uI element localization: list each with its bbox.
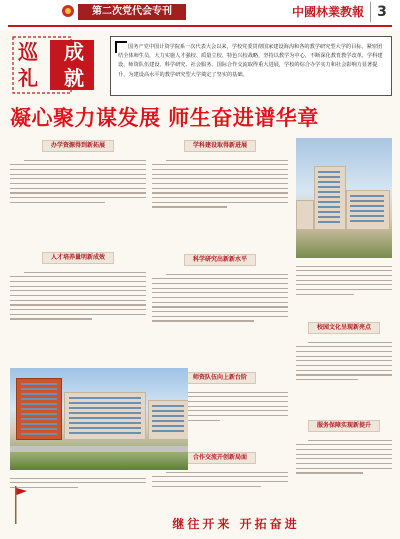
section-heading: 学科建设取得新进展 xyxy=(184,140,256,152)
stamp-char: 巡 xyxy=(18,40,38,64)
body-text xyxy=(152,156,288,250)
page-headline: 凝心聚力谋发展 师生奋进谱华章 xyxy=(10,106,319,130)
body-text xyxy=(10,268,146,362)
body-text xyxy=(152,468,288,500)
intro-box xyxy=(110,36,392,96)
body-text xyxy=(152,270,288,364)
campus-photo-bottom xyxy=(10,368,188,470)
body-text xyxy=(10,156,146,248)
section-heading: 科学研究出新新水平 xyxy=(184,254,256,266)
intro-text: 国务产党中国计资学院系一次代表大会以来，学校党委贯彻国家建设海沟和各的教学研究型大学的目标，紧密团结全体师生员，大力实施人才强校、质量立校、特色兴校战略，坚持以教学为中心，不断深化教育教学改革，学科建设、师资队伍建设、科学研究、社会服务、国际合作交流取得重大进展，学校的综合办学实力和社会影响力显著提升，为建设高水平的教学研究型大学奠定了坚实的基础。 xyxy=(118,44,383,78)
body-text xyxy=(296,338,392,416)
masthead: 中國林業教報 xyxy=(291,5,364,19)
stamp-char: 就 xyxy=(64,66,84,90)
page-number: 3 xyxy=(370,2,393,22)
section-heading: 服务保障实现新提升 xyxy=(308,420,380,432)
party-emblem-icon xyxy=(62,5,74,17)
section-heading: 人才培养量明新成效 xyxy=(42,252,114,264)
header-rule xyxy=(8,25,392,27)
section-heading: 校园文化呈现新亮点 xyxy=(308,322,380,334)
section-heading: 合作交流开创新局面 xyxy=(184,452,256,464)
stamp-char: 礼 xyxy=(18,66,38,90)
section-heading: 师资队伍向上新台阶 xyxy=(184,372,256,384)
campus-photo-top xyxy=(296,138,392,258)
column-3 xyxy=(296,262,392,500)
body-text xyxy=(296,436,392,500)
footer-slogan: 继往开来 开拓奋进 xyxy=(172,517,300,531)
section-heading: 办学资源得到新拓展 xyxy=(42,140,114,152)
column-1 xyxy=(10,140,146,362)
column-1-bottom xyxy=(10,474,146,500)
body-text xyxy=(10,474,146,500)
flag-icon xyxy=(14,486,28,524)
stamp-char: 成 xyxy=(64,40,84,64)
issue-tag: 第二次党代会专刊 xyxy=(78,4,186,20)
body-text xyxy=(296,262,392,318)
achievement-stamp xyxy=(12,36,96,94)
